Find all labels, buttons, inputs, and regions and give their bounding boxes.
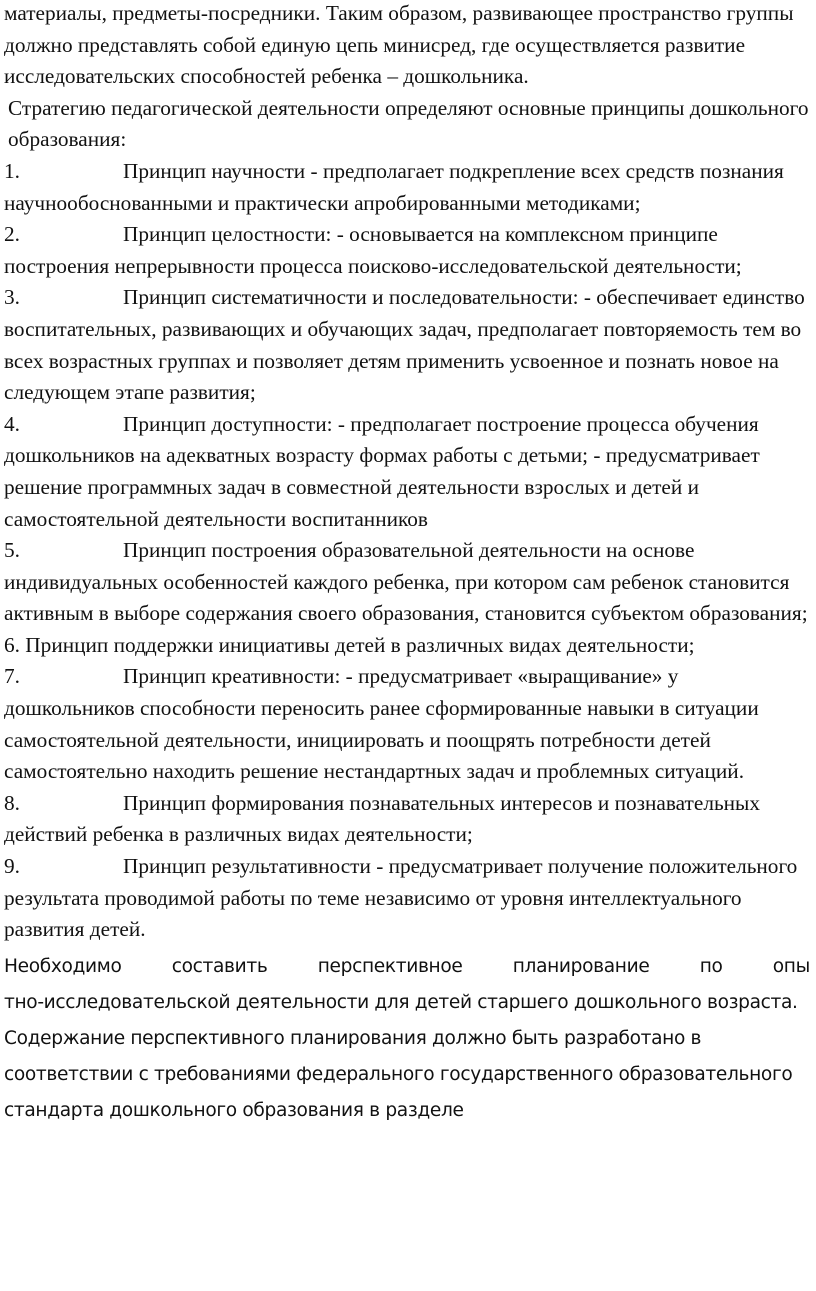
list-item-text: Принцип доступности: - предполагает построение процесса обучения дошкольников на адекватных возрасту формах работы с детьми; - предусматривает решение программных задач в совместной деятельности взрослых и детей и самостоятельной деятельности воспитанников [4, 411, 760, 531]
closing-word: перспективное [317, 955, 463, 977]
list-item [4, 219, 810, 282]
list-item-text: Принцип построения образовательной деятельности на основе индивидуальных особенностей каждого ребенка, при котором сам ребенок становится активным в выборе содержания своего образования, становится субъектом образования; 6. Принцип поддержки инициативы детей в различных видах деятельности; [4, 538, 808, 657]
closing-word: составить [171, 955, 268, 977]
list-item [4, 851, 810, 946]
closing-rest: тно-исследовательской деятельности для детей старшего дошкольного возраста. Содержание перспективного планирования должно быть разработано в соответствии с требованиями федерального государственного образовательного стандарта дошкольного образования в разделе [4, 991, 798, 1121]
closing-word: опы [772, 955, 810, 977]
list-item-text: Принцип результативности - предусматривает получение положительного результата проводимой работы по теме независимо от уровня интеллектуального развития детей. [4, 854, 798, 942]
list-item [4, 409, 810, 535]
strategy-paragraph: Стратегию педагогической деятельности определяют основные принципы дошкольного образования: [8, 95, 809, 152]
list-item-number: 5. [4, 538, 20, 563]
list-item-number: 1. [4, 158, 20, 183]
list-item-number: 4. [4, 411, 20, 436]
list-item [4, 156, 810, 219]
list-item-number: 9. [4, 854, 20, 879]
list-item [4, 282, 810, 408]
list-item-text: Принцип систематичности и последовательности: - обеспечивает единство воспитательных, развивающих и обучающих задач, предполагает повторяемость тем во всех возрастных группах и позволяет детям применить усвоенное и познать новое на следующем этапе развития; [4, 285, 805, 405]
list-item-number: 2. [4, 222, 20, 247]
closing-first-line [4, 949, 810, 985]
list-item [4, 661, 810, 787]
list-item-number: 8. [4, 790, 20, 815]
intro-paragraph: материалы, предметы-посредники. Таким образом, развивающее пространство группы должно представлять собой единую цепь минисред, где осуществляется развитие исследовательских способностей ребенка – дошкольника. [4, 1, 794, 89]
closing-word: Необходимо [4, 955, 122, 977]
list-item [4, 788, 810, 851]
principles-list [4, 156, 810, 946]
document-body [4, 0, 810, 946]
list-item-text: Принцип креативности: - предусматривает «выращивание» у дошкольников способности переносить ранее сформированные навыки в ситуации самостоятельной деятельности, инициировать и поощрять потребности детей самостоятельно находить решение нестандартных задач и проблемных ситуаций. [4, 664, 759, 784]
closing-paragraph [4, 949, 810, 1129]
list-item-number: 7. [4, 664, 20, 689]
closing-word: планирование [512, 955, 650, 977]
closing-word: по [699, 955, 723, 977]
list-item-number: 3. [4, 285, 20, 310]
list-item [4, 535, 810, 661]
list-item-text: Принцип формирования познавательных интересов и познавательных действий ребенка в различных видах деятельности; [4, 790, 761, 847]
list-item-text: Принцип научности - предполагает подкрепление всех средств познания научнообоснованными и практически апробированными методиками; [4, 158, 784, 215]
list-item-text: Принцип целостности: - основывается на комплексном принципе построения непрерывности процесса поисково-исследовательской деятельности; [4, 222, 742, 278]
